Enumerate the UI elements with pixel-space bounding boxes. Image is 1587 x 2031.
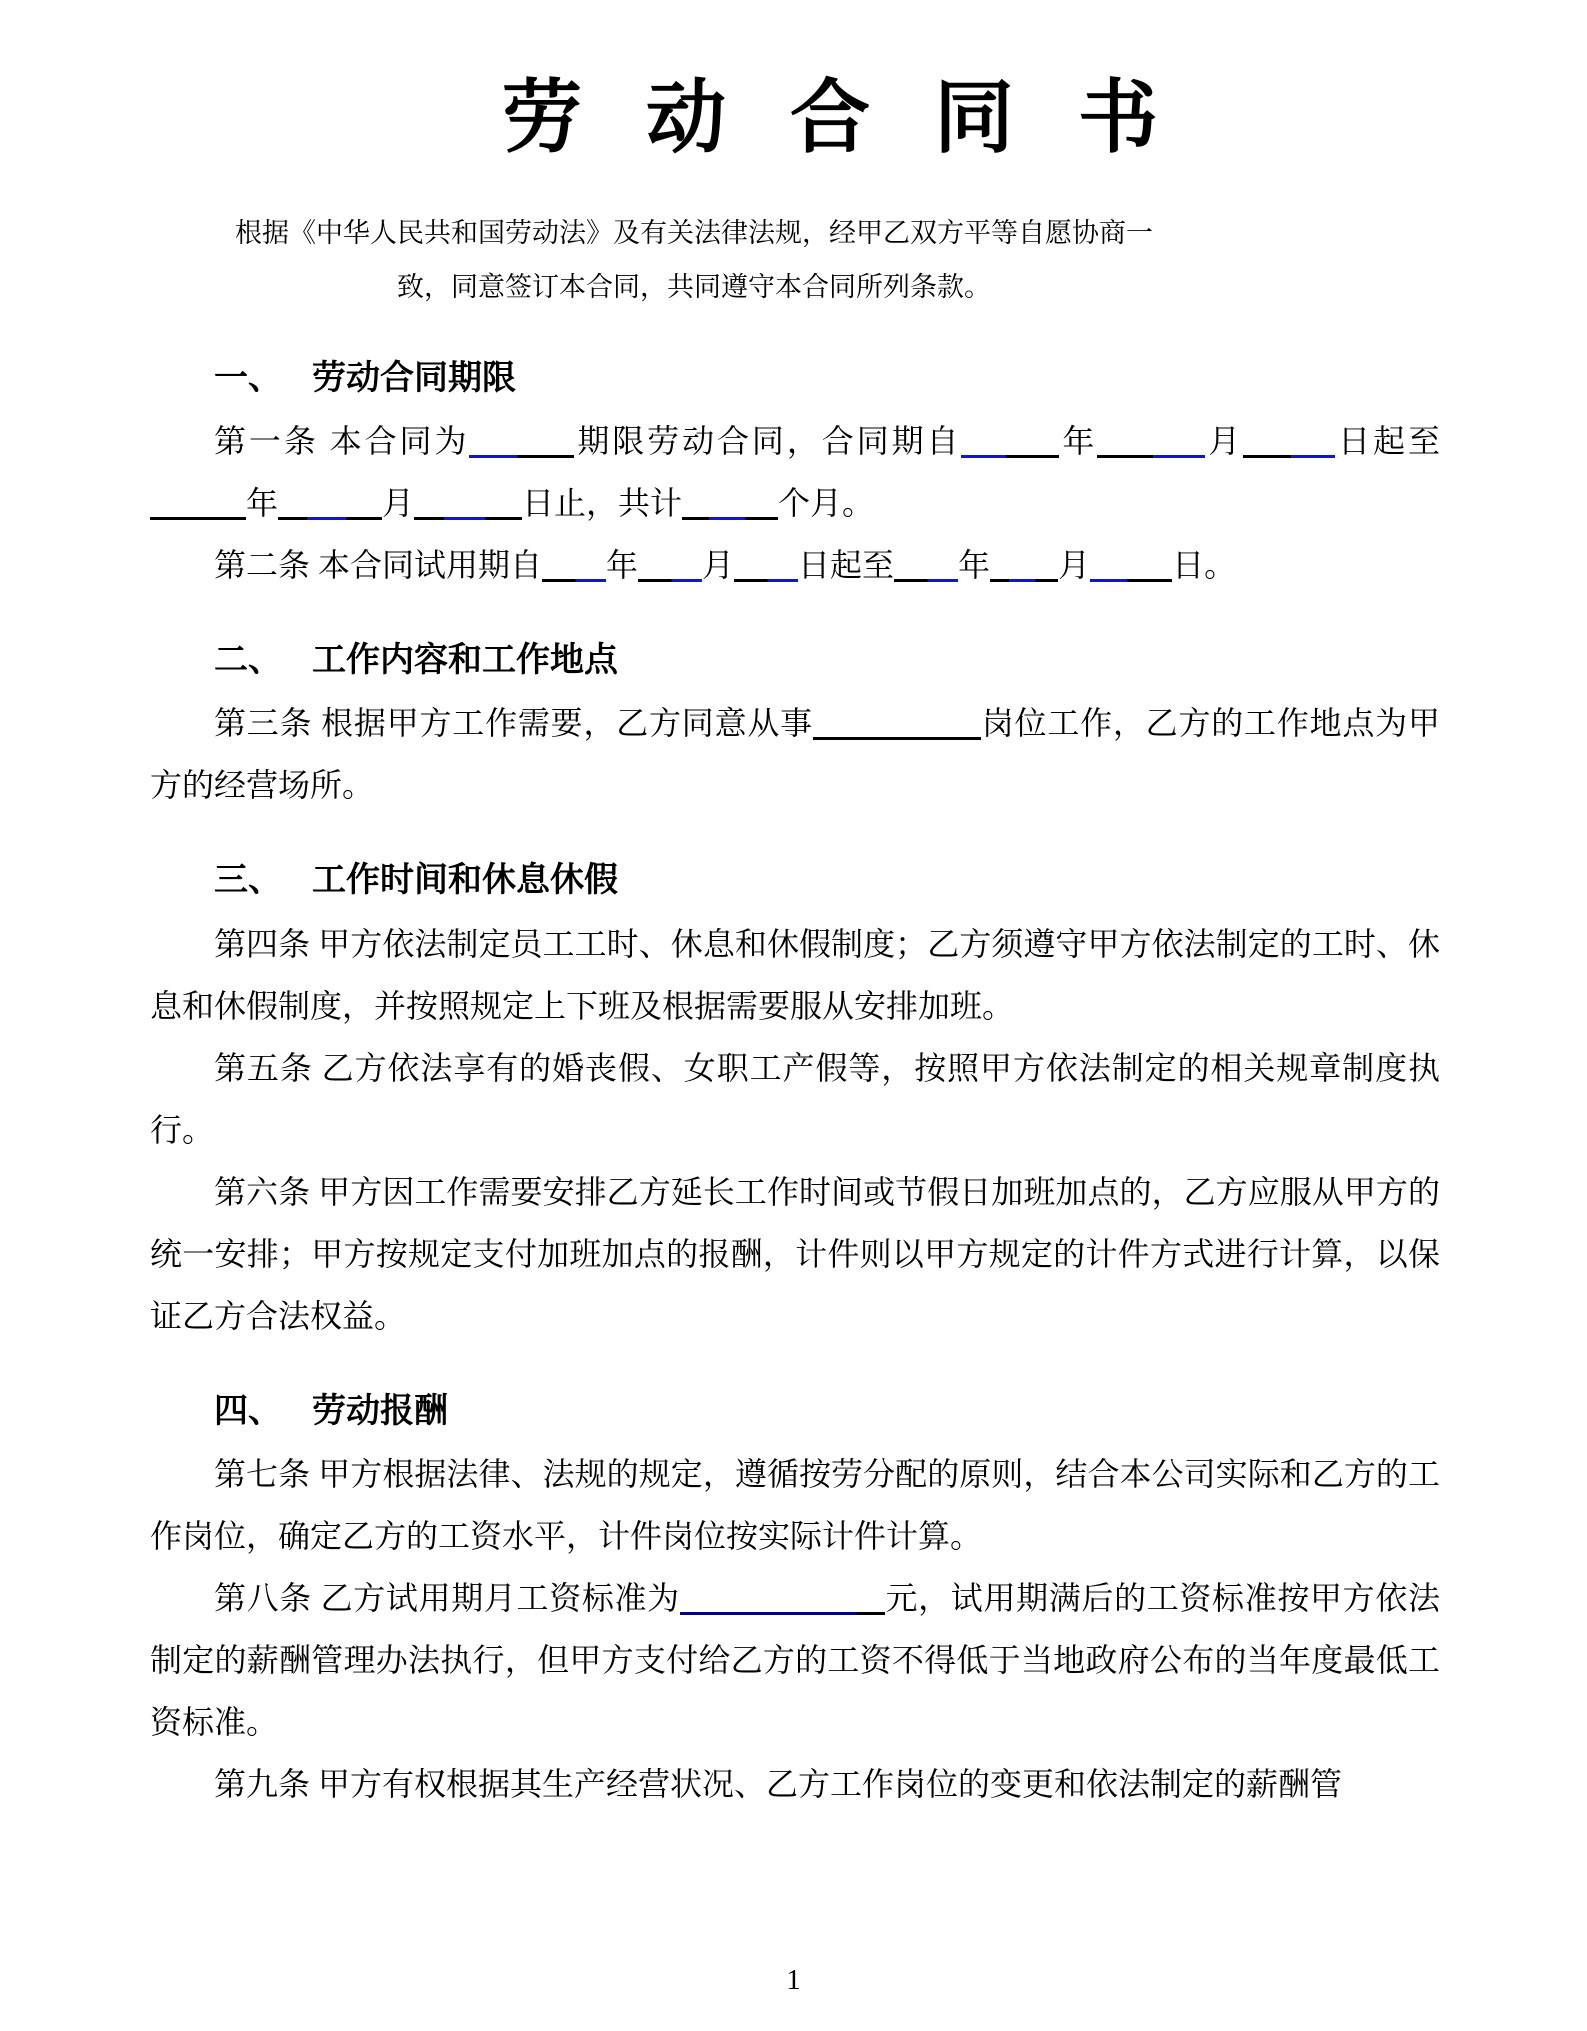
contract-paragraph	[150, 1161, 1440, 1347]
paragraph-text: 日起至	[1335, 423, 1440, 460]
section-heading	[214, 1389, 1440, 1433]
document-content	[0, 72, 1587, 1815]
section-number: 四、	[214, 1391, 282, 1430]
intro-paragraph: 根据《中华人民共和国劳动法》及有关法律法规，经甲乙双方平等自愿协商一致，同意签订本合同，共同遵守本合同所列条款。	[235, 218, 1153, 302]
paragraph-text: 年	[606, 547, 639, 584]
paragraph-text: 月	[1058, 547, 1091, 584]
paragraph-text: 第二条 本合同试用期自	[214, 547, 543, 584]
contract-paragraph	[150, 410, 1440, 534]
section-heading	[214, 858, 1440, 902]
fill-in-blank[interactable]	[1090, 579, 1172, 582]
paragraph-text: 第一条 本合同为	[214, 423, 470, 460]
paragraph-text: 月	[382, 485, 415, 522]
paragraph-text: 第三条 根据甲方工作需要，乙方同意从事	[214, 705, 813, 742]
section-number: 三、	[214, 861, 282, 900]
fill-in-blank[interactable]	[990, 579, 1058, 582]
paragraph-text: 月	[702, 547, 735, 584]
document-title: 劳动合同书	[502, 73, 1222, 162]
section-number: 二、	[214, 641, 282, 680]
paragraph-text: 岗位工作，乙方的工作地点为甲方的经营场所。	[150, 705, 1440, 804]
section-heading	[214, 638, 1440, 682]
paragraph-text: 第八条 乙方试用期月工资标准为	[214, 1579, 680, 1616]
fill-in-blank[interactable]	[542, 579, 606, 582]
section-heading	[214, 356, 1440, 400]
section-title: 工作内容和工作地点	[312, 641, 618, 680]
contract-paragraph	[150, 1753, 1440, 1815]
section-title: 劳动合同期限	[312, 359, 516, 397]
paragraph-text: 日。	[1172, 547, 1237, 584]
page	[0, 72, 1587, 2031]
contract-paragraph	[150, 692, 1440, 816]
fill-in-blank[interactable]	[469, 455, 574, 458]
page-number: 1	[786, 1964, 801, 1996]
paragraph-text: 元，试用期满后的工资标准按甲方依法制定的薪酬管理办法执行，但甲方支付给乙方的工资不得低于当地政府公布的当年度最低工资标准。	[150, 1579, 1440, 1740]
fill-in-blank[interactable]	[734, 579, 798, 582]
paragraph-text: 第四条 甲方依法制定员工工时、休息和休假制度；乙方须遵守甲方依法制定的工时、休息和休假制度，并按照规定上下班及根据需要服从安排加班。	[150, 925, 1440, 1024]
fill-in-blank[interactable]	[1243, 455, 1335, 458]
paragraph-text: 年	[246, 485, 279, 522]
contract-paragraph	[150, 913, 1440, 1037]
paragraph-text: 第六条 甲方因工作需要安排乙方延长工作时间或节假日加班加点的，乙方应服从甲方的统一安排；甲方按规定支付加班加点的报酬，计件则以甲方规定的计件方式进行计算，以保证乙方合法权益。	[150, 1173, 1440, 1334]
section-number: 一、	[214, 359, 282, 397]
fill-in-blank[interactable]	[150, 517, 246, 520]
fill-in-blank[interactable]	[961, 455, 1059, 458]
fill-in-blank[interactable]	[414, 517, 522, 520]
fill-in-blank[interactable]	[278, 517, 382, 520]
contract-paragraph	[150, 1037, 1440, 1161]
fill-in-blank[interactable]	[638, 579, 702, 582]
contract-paragraph	[150, 1567, 1440, 1753]
paragraph-text: 日起至	[798, 547, 895, 584]
paragraph-text: 第五条 乙方依法享有的婚丧假、女职工产假等，按照甲方依法制定的相关规章制度执行。	[150, 1049, 1440, 1148]
paragraph-text: 第七条 甲方根据法律、法规的规定，遵循按劳分配的原则，结合本公司实际和乙方的工作岗位，确定乙方的工资水平，计件岗位按实际计件计算。	[150, 1455, 1440, 1554]
paragraph-text: 第九条 甲方有权根据其生产经营状况、乙方工作岗位的变更和依法制定的薪酬管	[214, 1765, 1343, 1802]
paragraph-text: 年	[958, 547, 991, 584]
fill-in-blank[interactable]	[682, 517, 778, 520]
fill-in-blank[interactable]	[813, 737, 981, 740]
paragraph-text: 月	[1205, 423, 1244, 460]
section-title: 劳动报酬	[312, 1391, 448, 1430]
fill-in-blank[interactable]	[1097, 455, 1205, 458]
contract-paragraph	[150, 534, 1440, 596]
fill-in-blank[interactable]	[894, 579, 958, 582]
paragraph-text: 年	[1059, 423, 1098, 460]
fill-in-blank[interactable]	[680, 1612, 885, 1615]
section-title: 工作时间和休息休假	[312, 861, 618, 900]
contract-body	[150, 356, 1440, 1815]
paragraph-text: 个月。	[778, 485, 875, 522]
contract-paragraph	[150, 1443, 1440, 1567]
paragraph-text: 期限劳动合同，合同期自	[574, 423, 962, 460]
paragraph-text: 日止，共计	[522, 485, 683, 522]
